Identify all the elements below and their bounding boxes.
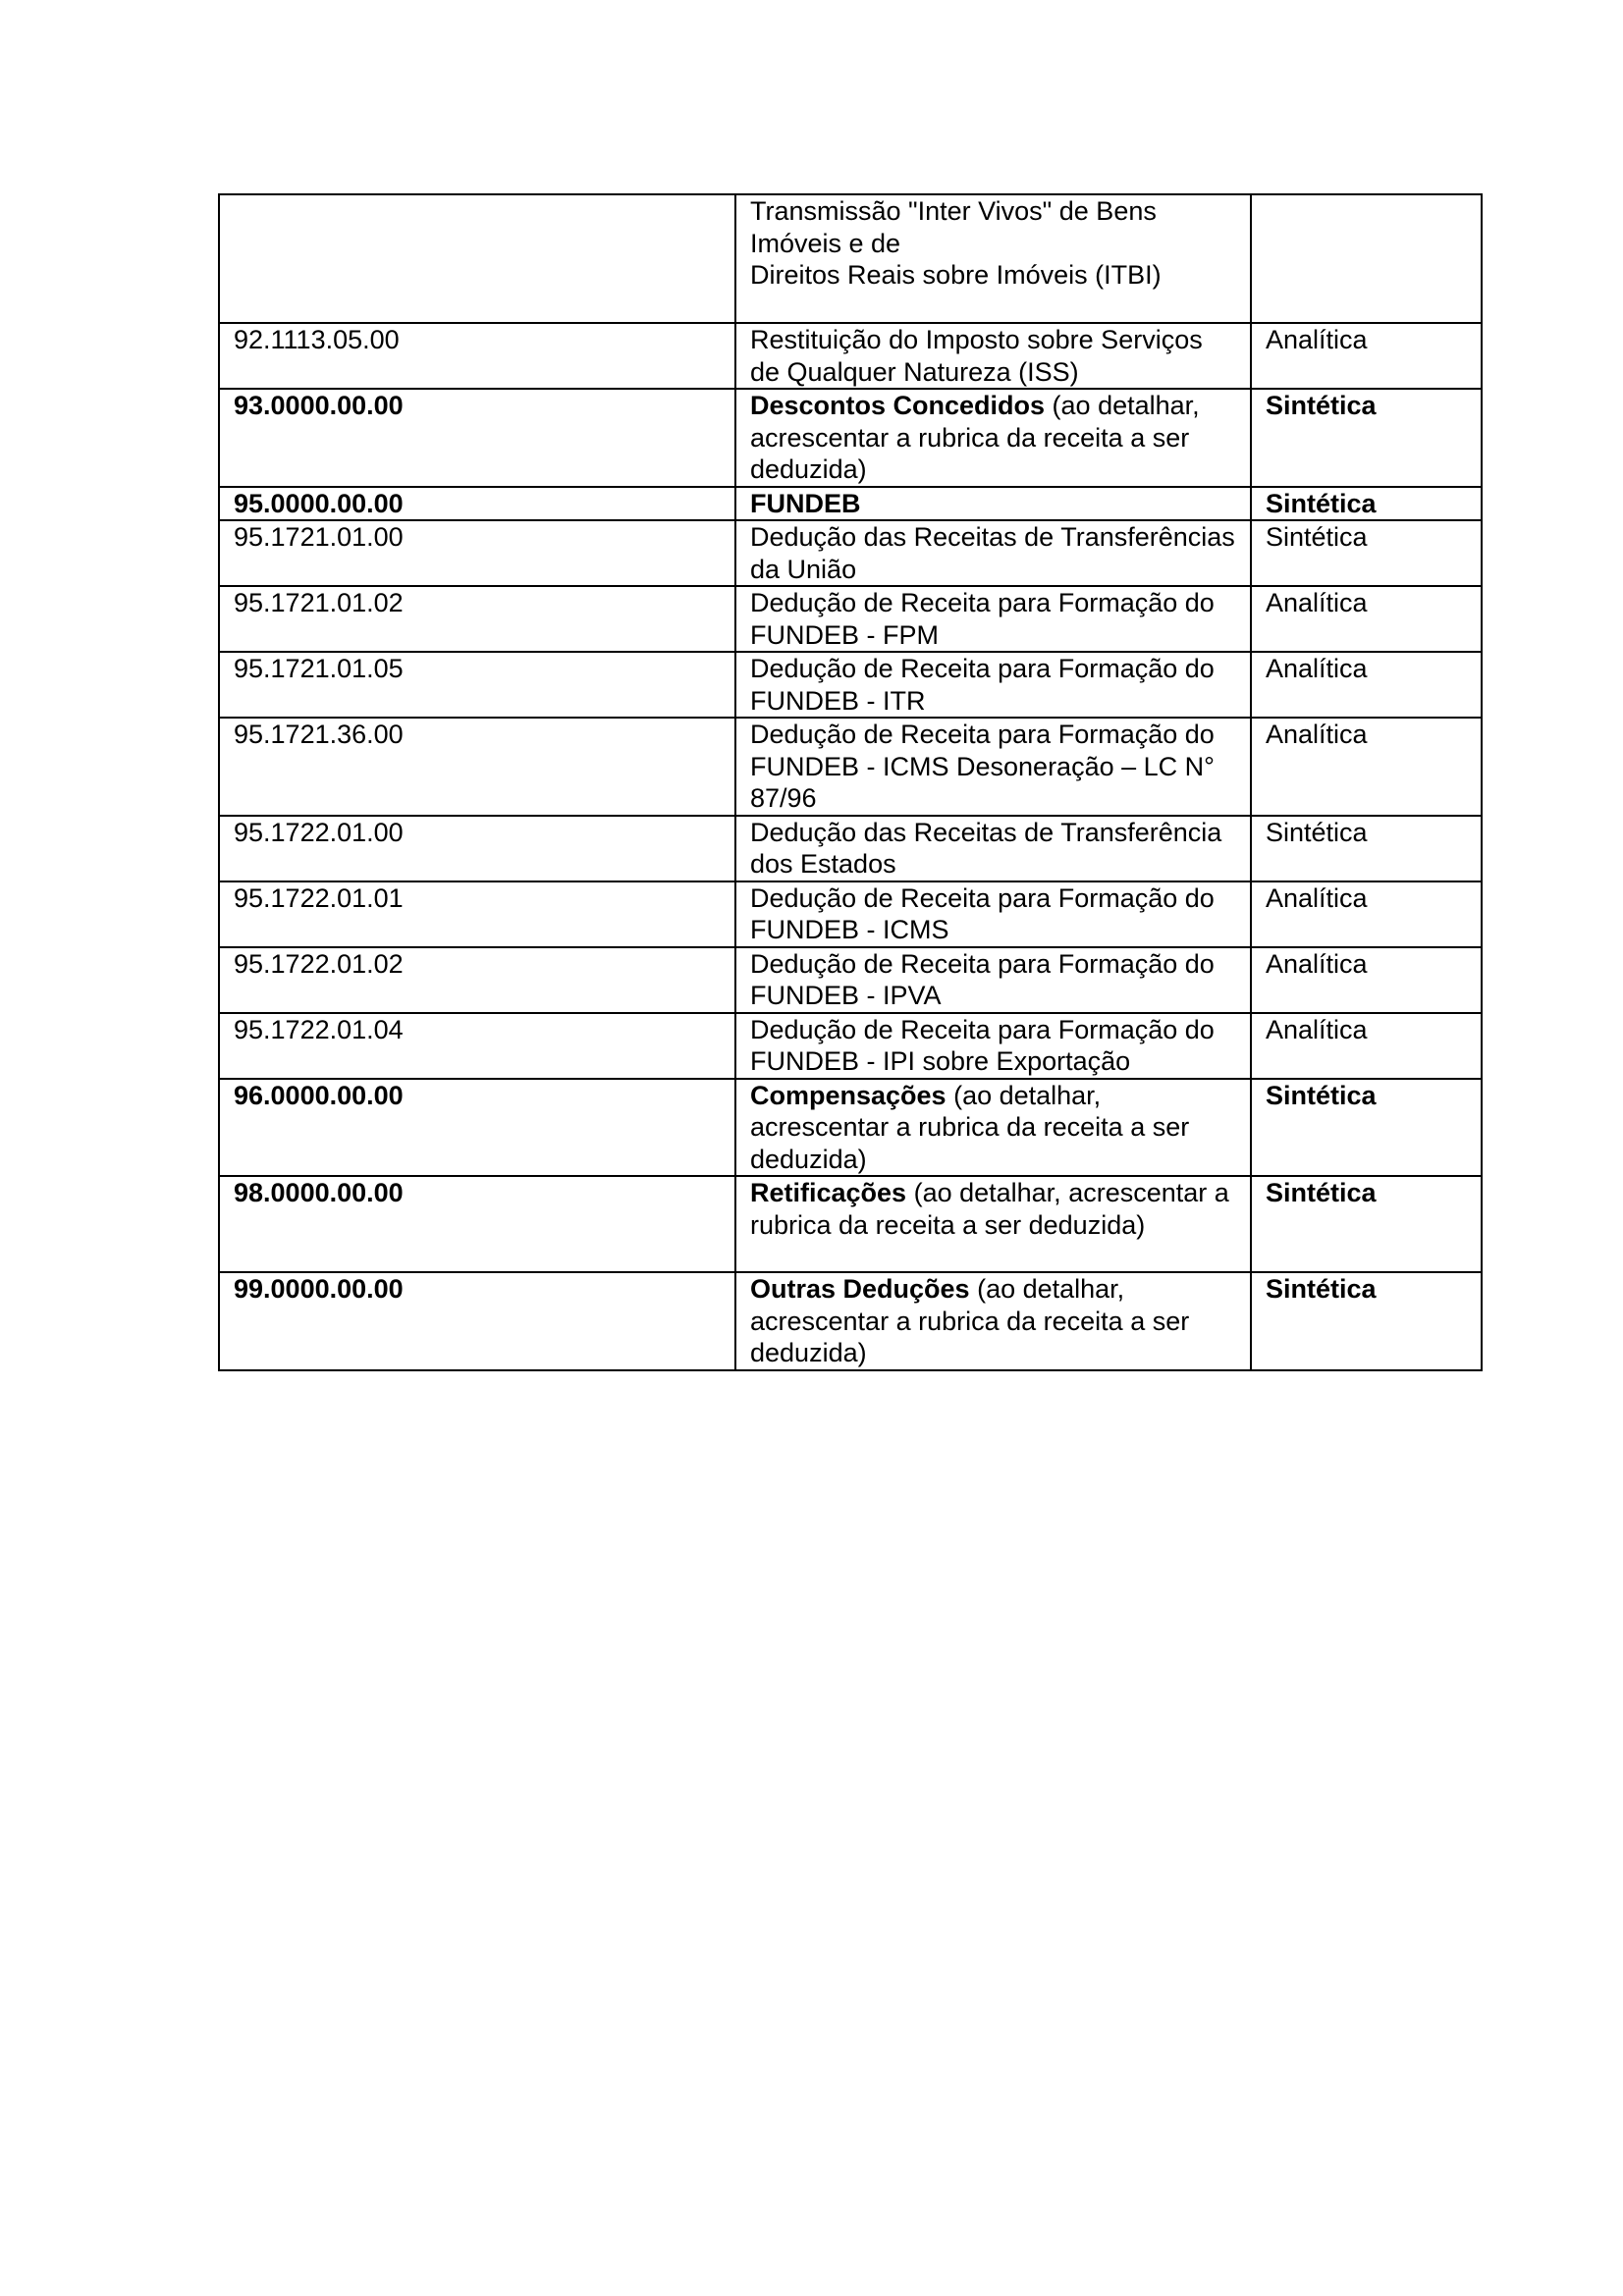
type-cell: Analítica <box>1251 1013 1482 1079</box>
table-row <box>219 816 1482 881</box>
deductions-table <box>218 193 1483 1371</box>
table-row <box>219 520 1482 586</box>
table-row <box>219 718 1482 816</box>
code-cell: 93.0000.00.00 <box>219 389 735 487</box>
description-cell: Dedução das Receitas de Transferências da União <box>735 520 1251 586</box>
table-row <box>219 652 1482 718</box>
type-cell: Sintética <box>1251 520 1482 586</box>
code-cell: 95.1722.01.00 <box>219 816 735 881</box>
description-heading: Retificações <box>750 1178 907 1207</box>
type-cell: Sintética <box>1251 389 1482 487</box>
type-cell: Sintética <box>1251 1272 1482 1370</box>
table-row <box>219 1079 1482 1177</box>
table-row <box>219 389 1482 487</box>
table-row <box>219 194 1482 323</box>
code-cell: 99.0000.00.00 <box>219 1272 735 1370</box>
type-cell: Analítica <box>1251 718 1482 816</box>
table-row <box>219 586 1482 652</box>
table-row <box>219 881 1482 947</box>
description-cell <box>735 1272 1251 1370</box>
type-cell <box>1251 194 1482 323</box>
code-cell: 92.1113.05.00 <box>219 323 735 389</box>
code-cell: 95.1722.01.01 <box>219 881 735 947</box>
description-line: Transmissão "Inter Vivos" de Bens <box>750 196 1157 226</box>
description-cell: Dedução das Receitas de Transferência dos Estados <box>735 816 1251 881</box>
description-cell <box>735 389 1251 487</box>
type-cell: Analítica <box>1251 652 1482 718</box>
description-text: (ao detalhar, acrescentar a rubrica da receita a ser deduzida) <box>750 1178 1229 1240</box>
description-cell: Dedução de Receita para Formação do FUNDEB - FPM <box>735 586 1251 652</box>
description-heading: Outras Deduções <box>750 1274 970 1304</box>
description-heading: FUNDEB <box>750 488 861 518</box>
description-text: (ao detalhar, acrescentar a rubrica da receita a ser deduzida) <box>750 1274 1190 1367</box>
description-line: Direitos Reais sobre Imóveis (ITBI) <box>750 260 1162 290</box>
description-cell: Dedução de Receita para Formação do FUNDEB - ICMS Desoneração – LC N° 87/96 <box>735 718 1251 816</box>
code-cell: 95.0000.00.00 <box>219 487 735 521</box>
type-cell: Sintética <box>1251 816 1482 881</box>
type-cell: Sintética <box>1251 1079 1482 1177</box>
description-text: (ao detalhar, acrescentar a rubrica da receita a ser deduzida) <box>750 1080 1190 1174</box>
table-row <box>219 1013 1482 1079</box>
description-cell <box>735 1079 1251 1177</box>
code-cell: 95.1722.01.04 <box>219 1013 735 1079</box>
table-row <box>219 323 1482 389</box>
table-row <box>219 1176 1482 1272</box>
type-cell: Analítica <box>1251 881 1482 947</box>
description-heading: Compensações <box>750 1080 947 1110</box>
code-cell <box>219 194 735 323</box>
type-cell: Sintética <box>1251 1176 1482 1272</box>
type-cell: Sintética <box>1251 487 1482 521</box>
description-cell <box>735 1176 1251 1272</box>
code-cell: 95.1721.01.05 <box>219 652 735 718</box>
description-cell <box>735 194 1251 323</box>
description-cell: Dedução de Receita para Formação do FUNDEB - ICMS <box>735 881 1251 947</box>
type-cell: Analítica <box>1251 586 1482 652</box>
table-row <box>219 947 1482 1013</box>
table-row <box>219 487 1482 521</box>
description-cell: Restituição do Imposto sobre Serviços de Qualquer Natureza (ISS) <box>735 323 1251 389</box>
code-cell: 95.1721.01.02 <box>219 586 735 652</box>
description-cell: Dedução de Receita para Formação do FUNDEB - IPI sobre Exportação <box>735 1013 1251 1079</box>
code-cell: 95.1721.01.00 <box>219 520 735 586</box>
description-cell: Dedução de Receita para Formação do FUNDEB - ITR <box>735 652 1251 718</box>
code-cell: 95.1722.01.02 <box>219 947 735 1013</box>
description-line: Imóveis e de <box>750 228 901 258</box>
description-text: (ao detalhar, acrescentar a rubrica da receita a ser deduzida) <box>750 391 1200 484</box>
code-cell: 95.1721.36.00 <box>219 718 735 816</box>
description-cell: Dedução de Receita para Formação do FUNDEB - IPVA <box>735 947 1251 1013</box>
code-cell: 96.0000.00.00 <box>219 1079 735 1177</box>
description-heading: Descontos Concedidos <box>750 391 1046 420</box>
table-row <box>219 1272 1482 1370</box>
code-cell: 98.0000.00.00 <box>219 1176 735 1272</box>
description-cell <box>735 487 1251 521</box>
type-cell: Analítica <box>1251 323 1482 389</box>
type-cell: Analítica <box>1251 947 1482 1013</box>
